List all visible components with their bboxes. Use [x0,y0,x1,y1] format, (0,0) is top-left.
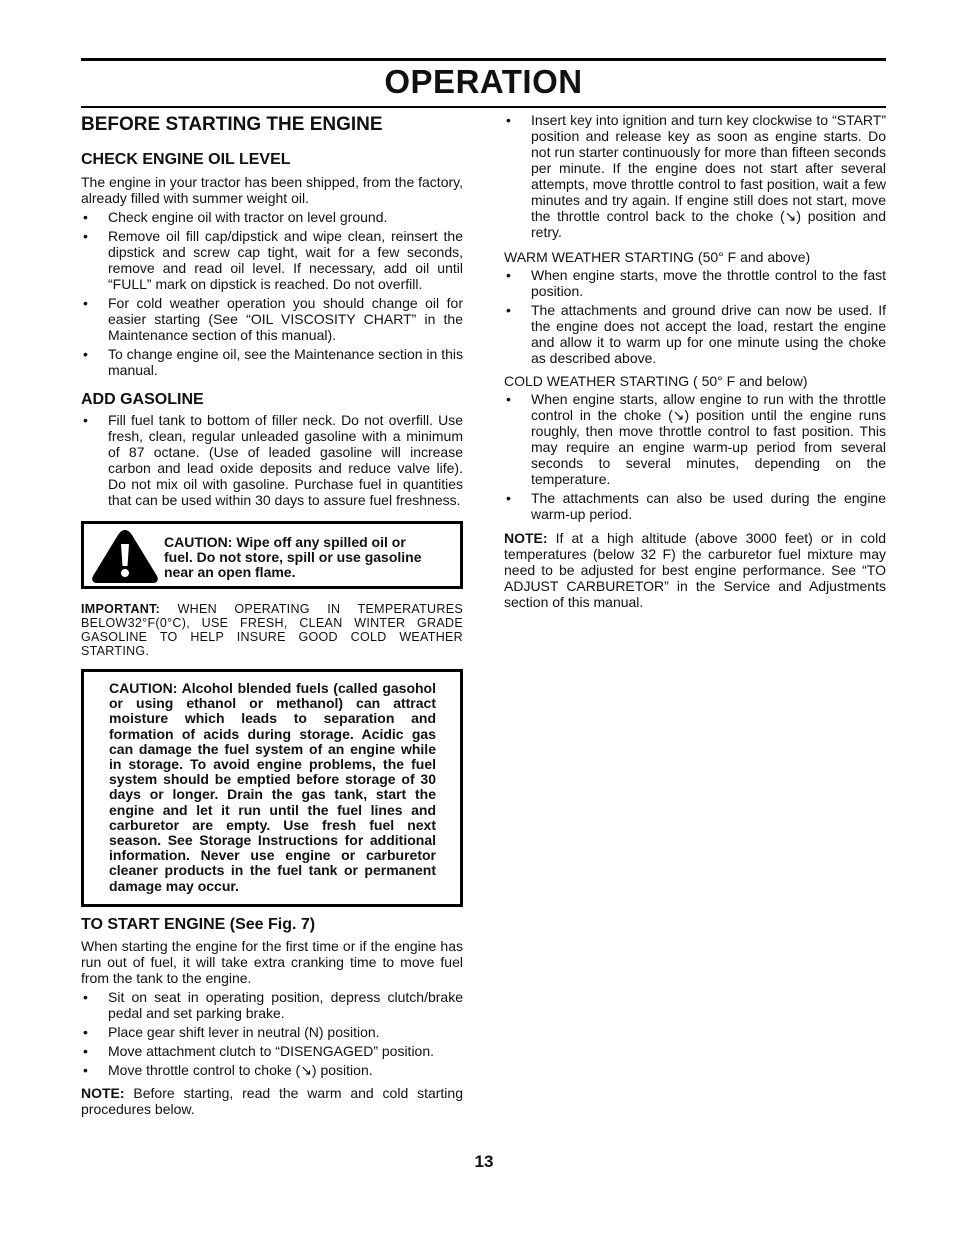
section-title: BEFORE STARTING THE ENGINE [81,114,383,135]
note-text: Before starting, read the warm and cold starting procedures below. [81,1085,463,1117]
oil-heading: CHECK ENGINE OIL LEVEL [81,151,291,168]
warning-triangle-icon [90,528,160,584]
altitude-note [504,530,886,610]
list-item: • Fill fuel tank to bottom of filler neck. Do not overfill. Use fresh, clean, regular unleaded gasoline with a minimum of 87 octane. (Use of leaded gasoline will increase carbon and lead oxide deposits and reduce valve life). Do not mix oil with gasoline. Purchase fuel in quantities that can be used within 30 days to assure fuel freshness. [81,412,463,508]
list-item: • Place gear shift lever in neutral (N) position. [81,1024,463,1040]
start-bullets [81,989,463,1078]
start-note [81,1085,463,1117]
ignition-bullets [504,112,886,240]
list-item: • Check engine oil with tractor on level ground. [81,209,463,225]
warm-bullets [504,267,886,366]
important-note [81,602,463,658]
top-rule [81,58,886,61]
note-label: NOTE: [81,1085,125,1101]
page-title: OPERATION [384,63,583,100]
caution-box-alcohol: CAUTION: Alcohol blended fuels (called gasohol or using ethanol or methanol) can attract moisture which leads to separation and formation of acids during storage. Acidic gas can damage the fuel system of an engine while in storage. To avoid engine problems, the fuel system should be emptied before storage of 30 days or longer. Drain the gas tank, start the engine and let it run until the fuel lines and carburetor are empty. Use fresh fuel next season. See Storage Instructions for additional information. Never use engine or carburetor cleaner products in the fuel tank or permanent damage may occur. [81,669,463,907]
list-item: • When engine starts, move the throttle control to the fast position. [504,267,886,299]
gasoline-heading: ADD GASOLINE [81,391,204,408]
list-item: • Remove oil fill cap/dipstick and wipe clean, reinsert the dipstick and screw cap tight, wait for a few seconds, remove and read oil level. If necessary, add oil until “FULL” mark on dipstick is reached. Do not overfill. [81,228,463,292]
gasoline-bullets [81,412,463,508]
caution-box-spill [81,521,463,589]
left-column [81,112,463,1117]
oil-intro: The engine in your tractor has been shipped, from the factory, already filled with summer weight oil. [81,174,463,206]
start-intro: When starting the engine for the first time or if the engine has run out of fuel, it will take extra cranking time to move fuel from the tank to the engine. [81,938,463,986]
note-label: NOTE: [504,530,548,546]
start-heading: TO START ENGINE (See Fig. 7) [81,916,316,933]
important-text: WHEN OPERATING IN TEMPERATURES BELOW32°F(0°C), USE FRESH, CLEAN WINTER GRADE GASOLINE TO HELP INSURE GOOD COLD WEATHER STARTING. [81,602,463,658]
cold-bullets [504,391,886,522]
list-item: • Move throttle control to choke (↘) position. [81,1062,463,1078]
list-item: • When engine starts, allow engine to run with the throttle control in the choke (↘) position until the engine runs roughly, then move throttle control to fast position. This may require an engine warm-up period from several seconds to several minutes, depending on the temperature. [504,391,886,487]
warm-heading: WARM WEATHER STARTING (50° F and above) [504,249,811,265]
caution-text: CAUTION: Wipe off any spilled oil or fuel. Do not store, spill or use gasoline near an open flame. [164,534,422,580]
oil-bullets [81,209,463,378]
page-number: 13 [474,1152,494,1171]
list-item: • For cold weather operation you should change oil for easier starting (See “OIL VISCOSITY CHART” in the Maintenance section of this manual). [81,295,463,343]
note-text: If at a high altitude (above 3000 feet) or in cold temperatures (below 32 F) the carburetor fuel mixture may need to be adjusted for best engine performance. See “TO ADJUST CARBURETOR” in the Service and Adjustments section of this manual. [504,530,886,610]
list-item: • Move attachment clutch to “DISENGAGED” position. [81,1043,463,1059]
title-rule [81,106,886,108]
list-item: • To change engine oil, see the Maintenance section in this manual. [81,346,463,378]
right-column [504,112,886,610]
list-item: • The attachments can also be used during the engine warm-up period. [504,490,886,522]
list-item: • Sit on seat in operating position, depress clutch/brake pedal and set parking brake. [81,989,463,1021]
list-item: • The attachments and ground drive can now be used. If the engine does not accept the load, restart the engine and allow it to warm up for one minute using the choke as described above. [504,302,886,366]
cold-heading: COLD WEATHER STARTING ( 50° F and below) [504,373,808,389]
list-item: • Insert key into ignition and turn key clockwise to “START” position and release key as soon as engine starts. Do not run starter continuously for more than fifteen seconds per minute. If the engine does not start after several attempts, move throttle control to fast position, wait a few minutes and try again. If engine still does not start, move the throttle control back to the choke (↘) position and retry. [504,112,886,240]
important-label: IMPORTANT: [81,602,161,616]
